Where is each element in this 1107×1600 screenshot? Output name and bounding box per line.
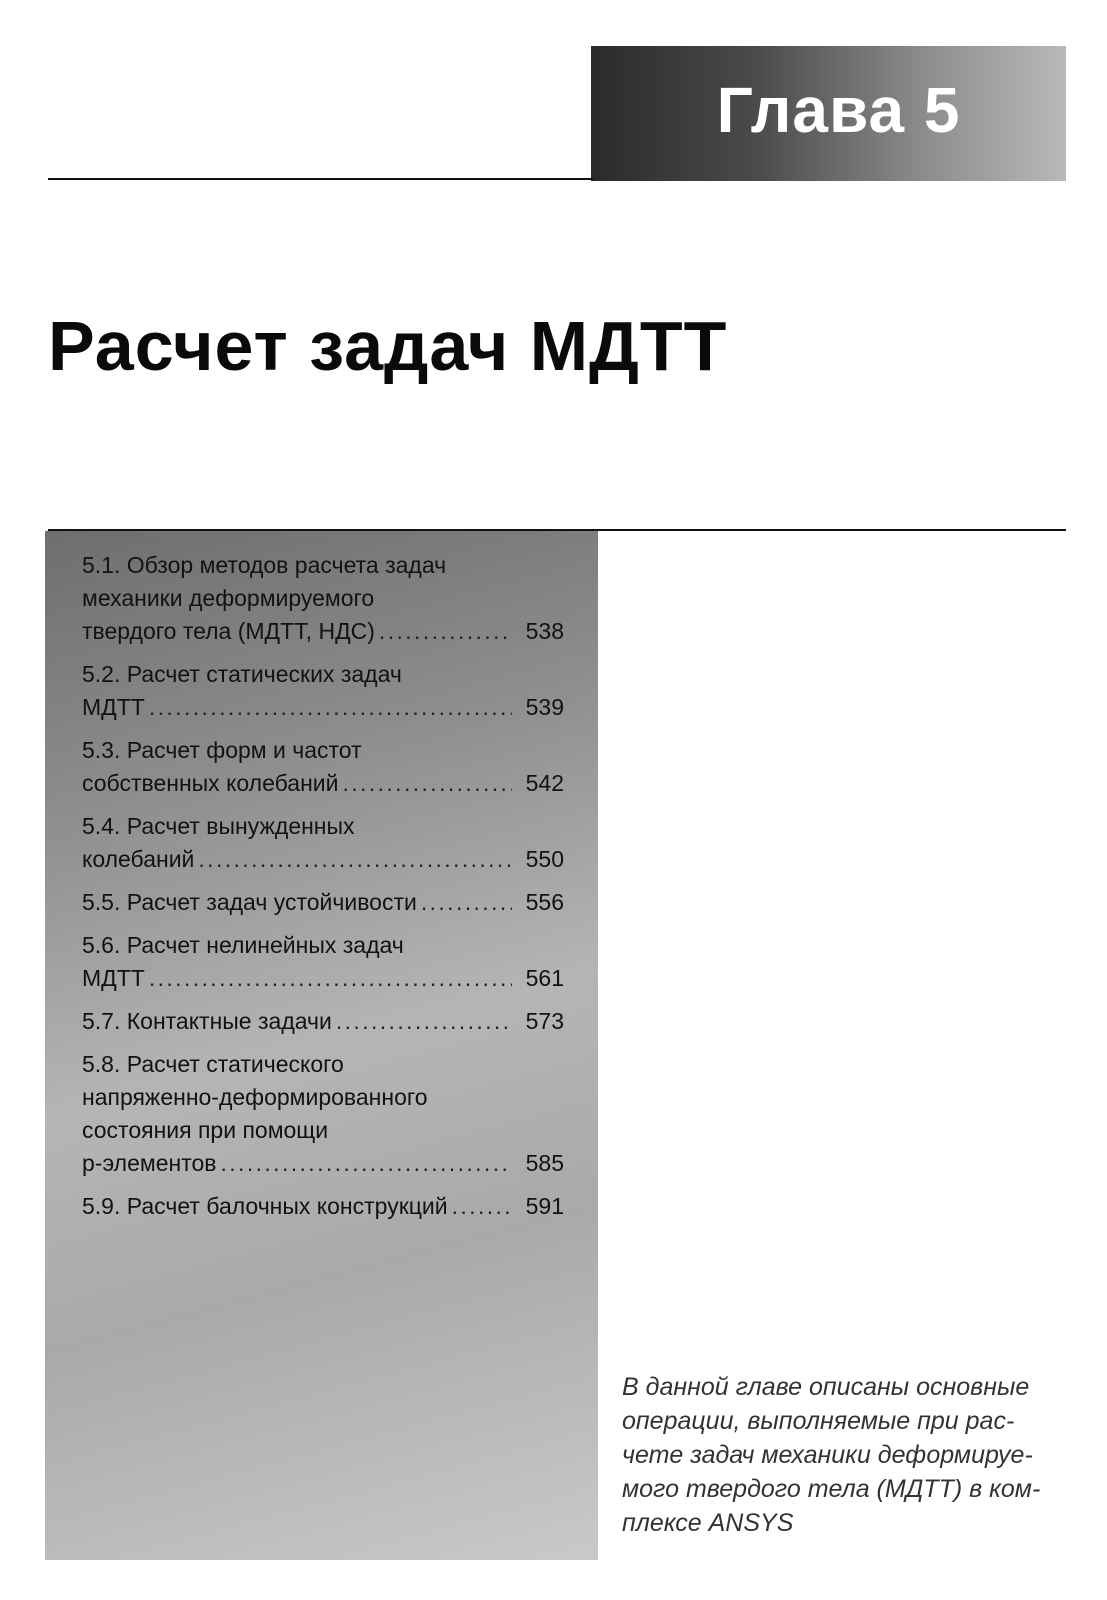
table-of-contents-panel <box>45 531 598 1560</box>
toc-page-number: 585 <box>525 1150 564 1176</box>
toc-entry <box>82 1190 564 1223</box>
toc-entry-title-line: МДТТ <box>82 694 145 720</box>
toc-dot-leader <box>149 691 512 724</box>
chapter-intro-line: В данной главе описаны основные <box>622 1373 1030 1401</box>
toc-dot-leader <box>221 1147 513 1180</box>
chapter-intro <box>622 1370 1064 1540</box>
toc-page-number: 591 <box>525 1193 564 1219</box>
toc-entry <box>82 929 564 995</box>
toc-entry-last-line <box>82 615 564 648</box>
toc-entry-title-line: 5.2. Расчет статических задач <box>82 661 402 687</box>
toc-entry-title-line: МДТТ <box>82 965 145 991</box>
toc-entry-title-line: 5.6. Расчет нелинейных задач <box>82 932 404 958</box>
toc-entry-last-line <box>82 1005 564 1038</box>
toc-entry-title-line: 5.3. Расчет форм и частот <box>82 737 362 763</box>
toc-entry <box>82 1005 564 1038</box>
toc-dot-leader <box>452 1190 512 1223</box>
chapter-intro-line: операции, выполняемые при рас- <box>622 1407 1015 1435</box>
toc-page-number: 542 <box>525 770 564 796</box>
toc-page-number: 556 <box>525 889 564 915</box>
toc-entry <box>82 549 564 648</box>
toc-entry-title-line: 5.4. Расчет вынужденных <box>82 813 355 839</box>
toc-entry-title-line: 5.5. Расчет задач устойчивости <box>82 889 417 915</box>
toc-entry-last-line <box>82 1190 564 1223</box>
table-of-contents <box>82 549 564 1233</box>
toc-entry-title-line: твердого тела (МДТТ, НДС) <box>82 618 375 644</box>
toc-entry-last-line <box>82 691 564 724</box>
toc-entry-last-line <box>82 767 564 800</box>
toc-entry-title-line: механики деформируемого <box>82 585 375 611</box>
toc-entry-title-line: колебаний <box>82 846 195 872</box>
chapter-intro-line: плексе ANSYS <box>622 1509 794 1537</box>
toc-entry-title-line: 5.7. Контактные задачи <box>82 1008 332 1034</box>
chapter-label: Глава 5 <box>716 73 961 146</box>
toc-entry <box>82 658 564 724</box>
chapter-title: Расчет задач МДТТ <box>48 307 728 385</box>
toc-page-number: 538 <box>525 618 564 644</box>
toc-page-number: 573 <box>525 1008 564 1034</box>
toc-entry-title-line: 5.9. Расчет балочных конструкций <box>82 1193 448 1219</box>
toc-page-number: 550 <box>525 846 564 872</box>
toc-entry <box>82 886 564 919</box>
toc-entry-last-line <box>82 843 564 876</box>
toc-page-number: 539 <box>525 694 564 720</box>
top-rule <box>48 178 593 180</box>
toc-entry <box>82 810 564 876</box>
toc-entry <box>82 1048 564 1180</box>
toc-entry-title-line: собственных колебаний <box>82 770 339 796</box>
toc-entry-title-line: состояния при помощи <box>82 1117 329 1143</box>
toc-dot-leader <box>421 886 512 919</box>
toc-entry <box>82 734 564 800</box>
chapter-intro-line: мого твердого тела (МДТТ) в ком- <box>622 1475 1041 1503</box>
toc-entry-title-line: 5.1. Обзор методов расчета задач <box>82 552 447 578</box>
toc-entry-last-line <box>82 962 564 995</box>
toc-dot-leader <box>336 1005 512 1038</box>
toc-dot-leader <box>379 615 512 648</box>
toc-entry-last-line <box>82 886 564 919</box>
chapter-intro-line: чете задач механики деформируе- <box>622 1441 1033 1469</box>
toc-dot-leader <box>198 843 512 876</box>
toc-dot-leader <box>149 962 512 995</box>
chapter-label-box <box>591 46 1066 181</box>
toc-entry-title-line: 5.8. Расчет статического <box>82 1051 344 1077</box>
toc-entry-title-line: р-элементов <box>82 1150 217 1176</box>
toc-page-number: 561 <box>525 965 564 991</box>
toc-dot-leader <box>342 767 512 800</box>
toc-entry-last-line <box>82 1147 564 1180</box>
toc-entry-title-line: напряженно-деформированного <box>82 1084 428 1110</box>
